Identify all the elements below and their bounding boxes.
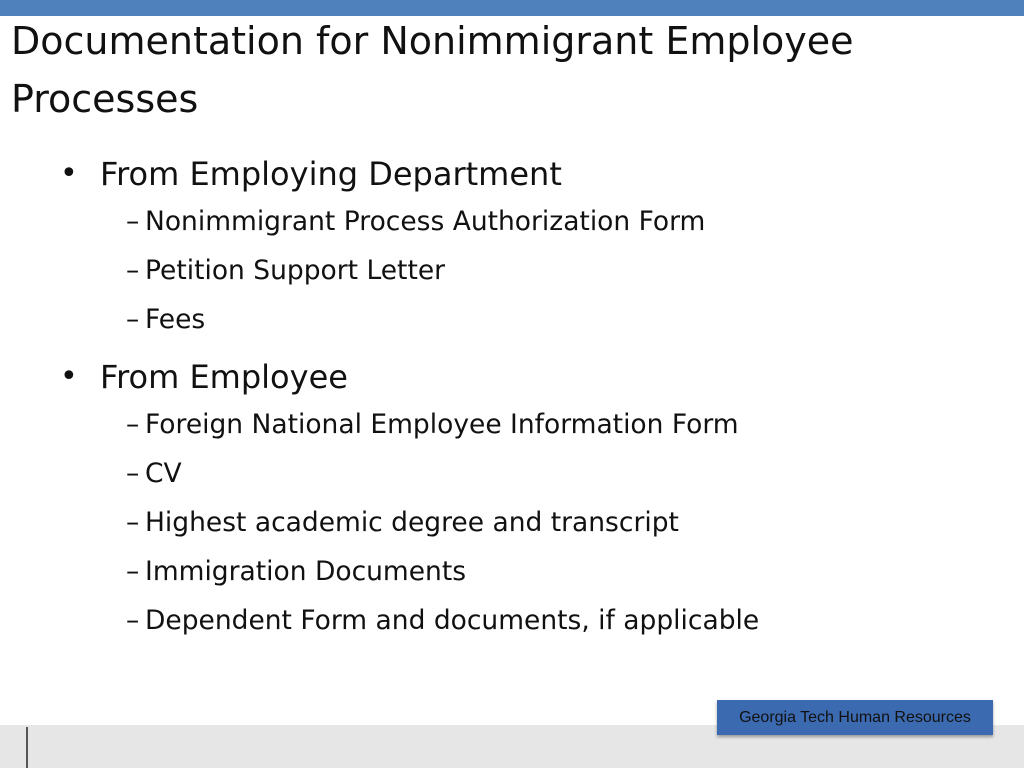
list-item xyxy=(60,550,960,599)
dash-icon: – xyxy=(126,255,140,286)
bullet-icon: • xyxy=(60,359,78,394)
section-heading xyxy=(60,150,960,200)
section-heading xyxy=(60,353,960,403)
list-item xyxy=(60,200,960,249)
list-item xyxy=(60,249,960,298)
dash-icon: – xyxy=(126,605,140,636)
dash-icon: – xyxy=(126,507,140,538)
dash-icon: – xyxy=(126,458,140,489)
list-item-text: Highest academic degree and transcript xyxy=(145,507,679,538)
list-item-text: Petition Support Letter xyxy=(145,255,446,286)
list-item xyxy=(60,298,960,347)
list-item xyxy=(60,501,960,550)
list-item-text: Foreign National Employee Information Form xyxy=(145,409,739,440)
footer-label: Georgia Tech Human Resources xyxy=(739,708,971,726)
list-item xyxy=(60,599,960,648)
list-item-text: Fees xyxy=(145,304,206,335)
section-heading-text: From Employee xyxy=(100,358,348,396)
list-item-text: Immigration Documents xyxy=(145,556,467,587)
footer-label-box xyxy=(717,700,993,735)
dash-icon: – xyxy=(126,556,140,587)
slide-title: Documentation for Nonimmigrant Employee Processes xyxy=(11,19,854,121)
bullet-list xyxy=(60,150,960,648)
dash-icon: – xyxy=(126,206,140,237)
list-item-text: CV xyxy=(145,458,182,489)
dash-icon: – xyxy=(126,304,140,335)
list-item xyxy=(60,452,960,501)
dash-icon: – xyxy=(126,409,140,440)
bottom-divider xyxy=(26,727,28,768)
section-heading-text: From Employing Department xyxy=(100,155,562,193)
list-item-text: Nonimmigrant Process Authorization Form xyxy=(145,206,706,237)
list-item-text: Dependent Form and documents, if applicable xyxy=(145,605,760,636)
bullet-icon: • xyxy=(60,156,78,191)
list-item xyxy=(60,403,960,452)
